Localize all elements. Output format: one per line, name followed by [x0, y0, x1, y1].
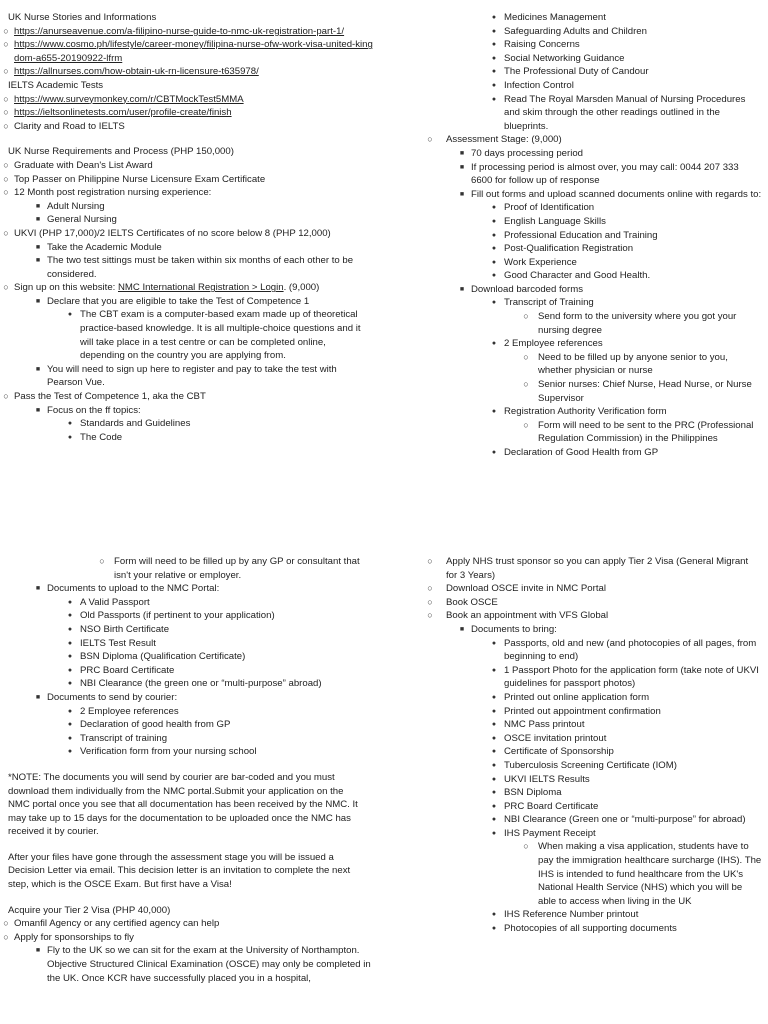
list-item	[8, 308, 373, 362]
list-item	[446, 38, 762, 52]
bullet-marker-icon: ○	[3, 282, 9, 293]
bullet-marker-icon: ○	[523, 351, 529, 362]
list-item	[446, 705, 762, 719]
list-item	[3, 931, 373, 945]
bullet-marker-icon: ●	[491, 204, 497, 212]
bullet-marker-icon: ●	[67, 420, 73, 428]
bullet-marker-icon: ●	[491, 707, 497, 715]
bullet-marker-icon: ○	[3, 25, 9, 36]
bullet-marker-icon: ■	[459, 625, 465, 633]
list-item	[446, 419, 762, 446]
list-item	[446, 79, 762, 93]
list-item	[3, 390, 373, 404]
list-item	[3, 917, 373, 931]
item-text: Clarity and Road to IELTS	[14, 120, 125, 132]
list-item	[8, 623, 373, 637]
item-text: Top Passer on Philippine Nurse Licensure Exam Certificate	[14, 173, 266, 185]
list-item	[446, 351, 762, 378]
item-text: Professional Education and Training	[504, 229, 658, 241]
list-item	[3, 25, 373, 39]
bullet-marker-icon: ●	[67, 748, 73, 756]
bullet-marker-icon: ●	[491, 748, 497, 756]
item-text: IELTS Test Result	[80, 637, 156, 649]
item-text: 12 Month post registration nursing experience:	[14, 187, 212, 199]
column-top-right	[427, 11, 762, 460]
link[interactable]: NMC International Registration > Login	[118, 282, 284, 294]
item-text: Infection Control	[504, 79, 574, 91]
item-text: Form will need to be sent to the PRC (Professional Regulation Commission) in the Philippines	[538, 419, 754, 445]
item-text: Printed out online application form	[504, 691, 650, 703]
list-item	[3, 93, 373, 107]
list-item	[3, 120, 373, 134]
bullet-marker-icon: ●	[491, 27, 497, 35]
bullet-marker-icon: ●	[491, 721, 497, 729]
item-text: Declaration of good health from GP	[80, 719, 231, 731]
bullet-marker-icon: ○	[3, 391, 9, 402]
list-item	[446, 161, 762, 188]
item-text: After your files have gone through the assessment stage you will be issued a Decision Letter via email. This decision letter is an invitation to complete the next step, which is the OSCE Exam. But first have a Visa!	[8, 851, 351, 891]
bullet-marker-icon: ●	[491, 802, 497, 810]
item-text	[14, 281, 373, 295]
list-item	[446, 759, 762, 773]
list-item	[3, 106, 373, 120]
item-text: 2 Employee references	[80, 705, 179, 717]
item-text: 2 Employee references	[504, 338, 603, 350]
bullet-marker-icon: ●	[67, 625, 73, 633]
bullet-marker-icon: ●	[67, 311, 73, 319]
bullet-marker-icon: ■	[35, 297, 41, 305]
bullet-marker-icon: ○	[427, 556, 433, 566]
list-item	[446, 147, 762, 161]
bullet-marker-icon: ●	[491, 925, 497, 933]
link[interactable]: https://anurseavenue.com/a-filipino-nurse-guide-to-nmc-uk-registration-part-1/	[14, 25, 345, 37]
list-item	[3, 159, 373, 173]
item-text: Photocopies of all supporting documents	[504, 923, 677, 935]
list-item	[8, 11, 373, 25]
bullet-marker-icon: ●	[491, 245, 497, 253]
item-text: BSN Diploma (Qualification Certificate)	[80, 651, 246, 663]
bullet-marker-icon: ●	[67, 721, 73, 729]
list-item	[8, 145, 373, 159]
item-text: OSCE invitation printout	[504, 732, 607, 744]
item-text: Book OSCE	[446, 596, 498, 608]
list-item	[446, 337, 762, 351]
bullet-marker-icon: ●	[491, 68, 497, 76]
list-item	[427, 133, 762, 147]
link[interactable]: https://www.surveymonkey.com/r/CBTMockTest5MMA	[14, 93, 244, 105]
item-text: Omanfil Agency or any certified agency can help	[14, 918, 220, 930]
bullet-marker-icon: ●	[67, 680, 73, 688]
item-text: IELTS Academic Tests	[8, 79, 104, 91]
list-item	[446, 188, 762, 202]
bullet-marker-icon: ○	[3, 66, 9, 77]
item-text: The Professional Duty of Candour	[504, 66, 649, 78]
list-item	[446, 11, 762, 25]
list-item	[8, 664, 373, 678]
bullet-marker-icon: ○	[523, 311, 529, 322]
item-text: . (9,000)	[283, 282, 320, 294]
item-text: Senior nurses: Chief Nurse, Head Nurse, or Nurse Supervisor	[538, 379, 752, 404]
bullet-marker-icon: ●	[491, 734, 497, 742]
list-item	[446, 908, 762, 922]
bullet-marker-icon: ■	[459, 149, 465, 157]
item-text: Raising Concerns	[504, 39, 580, 51]
bullet-marker-icon: ●	[491, 789, 497, 797]
bullet-marker-icon: ○	[3, 918, 9, 929]
list-item	[446, 65, 762, 79]
list-item	[446, 256, 762, 270]
bullet-marker-icon: ●	[491, 408, 497, 416]
link[interactable]: https://ieltsonlinetests.com/user/profile-create/finish	[14, 107, 232, 119]
item-text: The Code	[80, 431, 123, 443]
item-text: NSO Birth Certificate	[80, 623, 170, 635]
list-item	[446, 25, 762, 39]
list-item	[446, 269, 762, 283]
item-text: NMC Pass printout	[504, 719, 585, 731]
item-text: Documents to send by courier:	[47, 691, 178, 703]
item-text: Send form to the university where you got your nursing degree	[538, 311, 737, 336]
item-text: Printed out appointment confirmation	[504, 705, 661, 717]
bullet-marker-icon: ●	[491, 449, 497, 456]
list-item	[8, 417, 373, 431]
bullet-marker-icon: ■	[35, 365, 41, 373]
bullet-marker-icon: ■	[35, 406, 41, 414]
bullet-marker-icon: ●	[67, 612, 73, 620]
list-item	[8, 718, 373, 732]
list-item	[446, 773, 762, 787]
bullet-marker-icon: ○	[427, 610, 433, 621]
list-item	[8, 944, 373, 985]
link[interactable]: https://www.cosmo.ph/lifestyle/career-money/filipina-nurse-ofw-work-visa-united-kingdom-a655-20190922-lfrm	[14, 39, 373, 64]
list-item	[446, 637, 762, 664]
list-item	[3, 186, 373, 200]
bullet-marker-icon: ○	[3, 39, 9, 50]
list-item	[446, 215, 762, 229]
list-item	[8, 555, 373, 582]
item-text: Fly to the UK so we can sit for the exam at the University of Northampton. Objective Structured Clinical Examination (OSCE) may only be completed in the UK. Once KCR have successfully placed you in a hospital,	[47, 945, 371, 984]
paragraph	[8, 851, 373, 892]
item-text: You will need to sign up here to register and pay to take the test with Pearson Vue.	[47, 363, 337, 389]
item-text: Graduate with Dean's List Award	[14, 159, 153, 171]
link[interactable]: https://allnurses.com/how-obtain-uk-rn-licensure-t635978/	[14, 66, 259, 78]
item-text: Passports, old and new (and photocopies of all pages, from beginning to end)	[504, 637, 757, 663]
list-item	[8, 254, 373, 281]
item-text: BSN Diploma	[504, 787, 562, 799]
list-item	[446, 840, 762, 908]
item-text: Focus on the ff topics:	[47, 404, 141, 416]
list-item	[446, 745, 762, 759]
list-item	[427, 555, 762, 582]
item-text: The CBT exam is a computer-based exam made up of theoretical practice-based knowledge. It is all multiple-choice questions and it will take place in a test centre or can be completed online, depending on the country you are applying from.	[80, 309, 361, 362]
bullet-marker-icon: ●	[491, 81, 497, 89]
item-text: Assessment Stage: (9,000)	[446, 134, 562, 146]
item-text: Tuberculosis Screening Certificate (IOM)	[504, 759, 677, 771]
item-text: Transcript of training	[80, 732, 168, 744]
item-text: Proof of Identification	[504, 202, 595, 214]
bullet-marker-icon: ■	[35, 585, 41, 593]
bullet-marker-icon: ●	[491, 340, 497, 348]
item-text: Book an appointment with VFS Global	[446, 610, 609, 622]
item-text: Verification form from your nursing school	[80, 746, 257, 758]
item-text: IHS Payment Receipt	[504, 827, 596, 839]
list-item	[446, 378, 762, 405]
list-item	[446, 296, 762, 310]
item-text: If processing period is almost over, you may call: 0044 207 333 6600 for follow up of response	[471, 161, 739, 187]
item-text: Apply NHS trust sponsor so you can apply Tier 2 Visa (General Migrant for 3 Years)	[446, 556, 749, 581]
bullet-marker-icon: ■	[35, 257, 41, 265]
item-text: UKVI (PHP 17,000)/2 IELTS Certificates of no score below 8 (PHP 12,000)	[14, 227, 331, 239]
list-item	[446, 310, 762, 337]
list-item	[8, 596, 373, 610]
list-item	[8, 637, 373, 651]
bullet-marker-icon: ●	[67, 666, 73, 674]
list-item	[8, 582, 373, 596]
bullet-marker-icon: ●	[491, 41, 497, 49]
item-text: When making a visa application, students have to pay the immigration healthcare surcharge (IHS). The IHS is intended to fund healthcare from the UK's National Health Service (NHS) which you will be able to access when living in the UK	[538, 841, 762, 907]
list-item	[8, 295, 373, 309]
list-item	[8, 431, 373, 445]
list-item	[446, 664, 762, 691]
item-text: Need to be filled up by anyone senior to you, whether physician or nurse	[538, 351, 728, 377]
item-text: Adult Nursing	[47, 200, 105, 212]
list-item	[8, 650, 373, 664]
list-item	[446, 718, 762, 732]
item-text: Documents to bring:	[471, 623, 557, 635]
item-text: UK Nurse Requirements and Process (PHP 150,000)	[8, 146, 234, 158]
item-text: Declaration of Good Health from GP	[504, 447, 659, 458]
item-text: UK Nurse Stories and Informations	[8, 12, 157, 23]
bullet-marker-icon: ●	[491, 217, 497, 225]
list-item	[446, 813, 762, 827]
bullet-marker-icon: ●	[491, 258, 497, 266]
bullet-marker-icon: ○	[523, 419, 529, 430]
list-item	[446, 623, 762, 637]
item-text: Work Experience	[504, 256, 577, 268]
list-item	[427, 596, 762, 610]
bullet-marker-icon: ○	[3, 159, 9, 170]
bullet-marker-icon: ●	[491, 231, 497, 239]
bullet-marker-icon: ●	[491, 666, 497, 674]
list-item	[8, 904, 373, 918]
bullet-marker-icon: ○	[3, 227, 9, 238]
item-text: General Nursing	[47, 214, 117, 226]
item-text: A Valid Passport	[80, 596, 150, 608]
bullet-marker-icon: ●	[67, 433, 73, 441]
item-text: Documents to upload to the NMC Portal:	[47, 583, 220, 595]
list-item	[8, 200, 373, 214]
item-text: Certificate of Sponsorship	[504, 746, 614, 758]
bullet-marker-icon: ●	[491, 775, 497, 783]
bullet-marker-icon: ●	[67, 734, 73, 742]
bullet-marker-icon: ○	[427, 596, 433, 607]
bullet-marker-icon: ■	[459, 163, 465, 171]
bullet-marker-icon: ○	[3, 120, 9, 131]
item-text: NBI Clearance (Green one or “multi-purpose” for abroad)	[504, 814, 746, 826]
bullet-marker-icon: ●	[491, 829, 497, 837]
item-text: Standards and Guidelines	[80, 418, 191, 430]
column-bottom-left	[3, 555, 373, 985]
list-item	[427, 609, 762, 623]
bullet-marker-icon: ●	[67, 707, 73, 715]
bullet-marker-icon: ●	[491, 299, 497, 307]
item-text: Form will need to be filled up by any GP or consultant that isn't your relative or employer.	[114, 556, 360, 581]
item-text: Apply for sponsorships to fly	[14, 931, 134, 943]
item-text: PRC Board Certificate	[80, 664, 175, 676]
item-text: Safeguarding Adults and Children	[504, 25, 647, 37]
bullet-marker-icon: ○	[3, 187, 9, 198]
bullet-marker-icon: ●	[491, 693, 497, 701]
item-text: NBI Clearance (the green one or “multi-purpose” abroad)	[80, 678, 322, 690]
list-item	[8, 404, 373, 418]
item-text: Transcript of Training	[504, 297, 594, 309]
paragraph	[8, 771, 373, 839]
list-item	[446, 283, 762, 297]
item-text: English Language Skills	[504, 215, 606, 227]
item-text: Medicines Management	[504, 12, 606, 23]
item-text: 1 Passport Photo for the application form (take note of UKVI guidelines for passport photos)	[504, 664, 759, 690]
item-text: *NOTE: The documents you will send by courier are bar-coded and you must download them individually from the NMC portal.Submit your application on the NMC portal once you see that all documentation has been received by the NMC. It may take up to 15 days for the documentation to be uploaded once the NMC has received it by courier.	[8, 771, 358, 838]
list-item	[8, 745, 373, 759]
item-text: Fill out forms and upload scanned documents online with regards to:	[471, 188, 762, 200]
bullet-marker-icon: ●	[67, 639, 73, 647]
bullet-marker-icon: ■	[35, 693, 41, 701]
list-item	[446, 242, 762, 256]
list-item	[446, 52, 762, 66]
column-bottom-right	[427, 555, 762, 936]
bullet-marker-icon: ●	[491, 54, 497, 62]
bullet-marker-icon: ●	[491, 911, 497, 919]
list-item	[8, 677, 373, 691]
list-item	[446, 786, 762, 800]
bullet-marker-icon: ○	[523, 379, 529, 390]
item-text: The two test sittings must be taken within six months of each other to be considered.	[47, 255, 354, 280]
list-item	[8, 213, 373, 227]
list-item	[3, 65, 373, 79]
item-text: IHS Reference Number printout	[504, 909, 639, 921]
item-text: Pass the Test of Competence 1, aka the CBT	[14, 391, 206, 403]
list-item	[446, 93, 762, 134]
item-text: Registration Authority Verification form	[504, 406, 667, 418]
bullet-marker-icon: ●	[491, 272, 497, 280]
item-text: Download OSCE invite in NMC Portal	[446, 583, 606, 595]
column-top-left	[3, 11, 373, 444]
bullet-marker-icon: ○	[3, 931, 9, 942]
list-item	[427, 582, 762, 596]
list-item	[8, 691, 373, 705]
bullet-marker-icon: ■	[35, 216, 41, 224]
list-item	[446, 405, 762, 419]
list-item	[446, 922, 762, 936]
list-item	[446, 446, 762, 460]
list-item	[8, 705, 373, 719]
item-text: Acquire your Tier 2 Visa (PHP 40,000)	[8, 904, 171, 916]
bullet-marker-icon: ○	[3, 107, 9, 118]
bullet-marker-icon: ■	[459, 190, 465, 198]
list-item	[446, 201, 762, 215]
list-item	[446, 229, 762, 243]
item-text: Read The Royal Marsden Manual of Nursing Procedures and skim through the other readings outlined in the blueprints.	[504, 93, 746, 132]
list-item	[3, 173, 373, 187]
bullet-marker-icon: ○	[427, 583, 433, 594]
bullet-marker-icon: ■	[35, 947, 41, 955]
bullet-marker-icon: ■	[459, 285, 465, 293]
item-text: Declare that you are eligible to take the Test of Competence 1	[47, 295, 310, 307]
list-item	[8, 241, 373, 255]
bullet-marker-icon: ●	[67, 598, 73, 606]
list-item	[446, 691, 762, 705]
item-text: Good Character and Good Health.	[504, 270, 651, 282]
list-item	[446, 800, 762, 814]
bullet-marker-icon: ○	[427, 134, 433, 145]
list-item	[8, 732, 373, 746]
item-text: Post-Qualification Registration	[504, 243, 634, 255]
item-text: PRC Board Certificate	[504, 800, 599, 812]
list-item	[446, 827, 762, 841]
bullet-marker-icon: ○	[3, 173, 9, 184]
bullet-marker-icon: ○	[99, 556, 105, 566]
bullet-marker-icon: ●	[67, 653, 73, 661]
list-item	[8, 609, 373, 623]
item-text: Social Networking Guidance	[504, 52, 625, 64]
bullet-marker-icon: ■	[35, 243, 41, 251]
item-text: Old Passports (if pertinent to your application)	[80, 610, 275, 622]
bullet-marker-icon: ■	[35, 202, 41, 210]
bullet-marker-icon: ○	[523, 841, 529, 852]
list-item	[8, 79, 373, 93]
item-text: Download barcoded forms	[471, 283, 583, 295]
bullet-marker-icon: ●	[491, 761, 497, 769]
list-item	[446, 732, 762, 746]
bullet-marker-icon: ●	[491, 639, 497, 647]
item-text: Take the Academic Module	[47, 241, 162, 253]
list-item	[8, 363, 373, 390]
bullet-marker-icon: ●	[491, 95, 497, 103]
bullet-marker-icon: ●	[491, 14, 497, 21]
list-item	[3, 281, 373, 295]
item-text: 70 days processing period	[471, 147, 583, 159]
bullet-marker-icon: ●	[491, 816, 497, 824]
item-text: UKVI IELTS Results	[504, 773, 590, 785]
list-item	[3, 38, 373, 65]
bullet-marker-icon: ○	[3, 93, 9, 104]
item-text: Sign up on this website:	[14, 282, 118, 294]
list-item	[3, 227, 373, 241]
